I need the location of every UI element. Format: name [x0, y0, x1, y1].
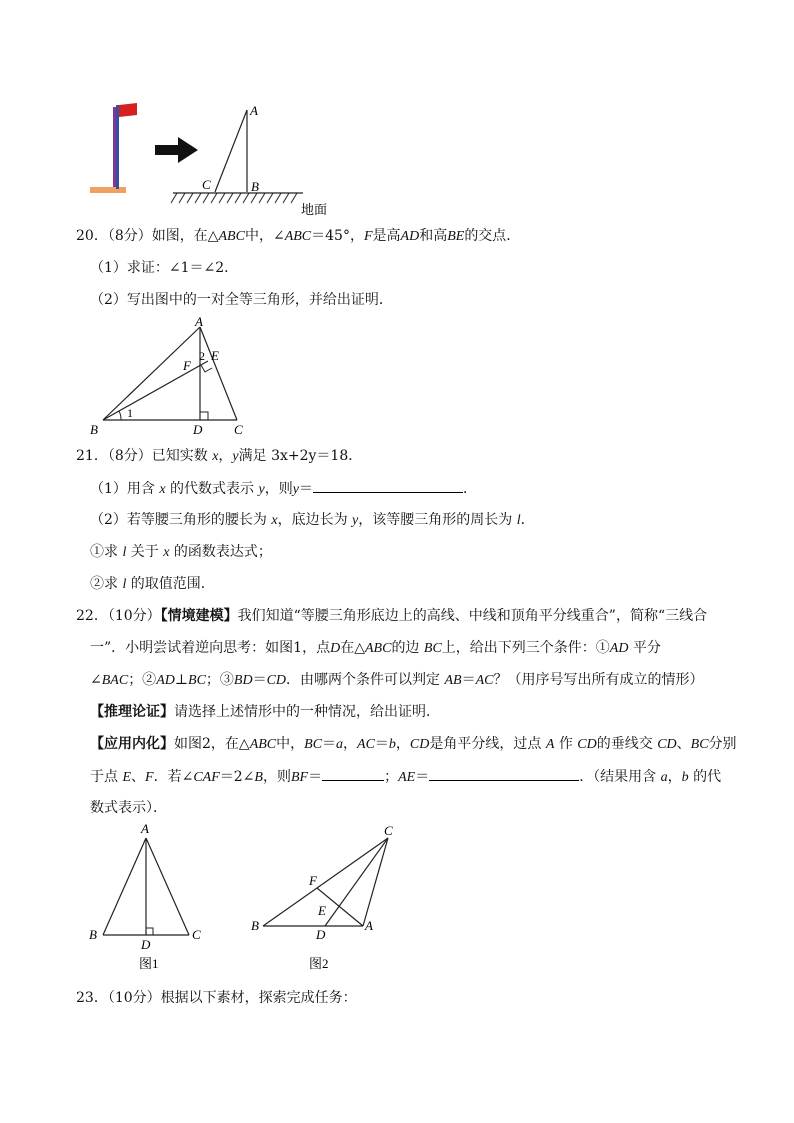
- fig1-label-C: C: [192, 927, 201, 942]
- q21-stem: 21．（8分）已知实数 x，y满足 3x+2y＝18．: [76, 448, 363, 464]
- fig2-side-AC: [363, 838, 388, 926]
- q22-heading-application: 【应用内化】: [90, 736, 174, 752]
- q22-heading-proof: 【推理论证】: [90, 704, 174, 720]
- ground-hatch: [171, 193, 297, 203]
- q22-figure1: [85, 818, 215, 978]
- flag-rope: [113, 107, 116, 187]
- q20-label-1: 1: [127, 406, 133, 420]
- q20-figure: [85, 314, 255, 440]
- flagpole-drawing: [85, 95, 345, 220]
- q20-part1: （1）求证：∠1＝∠2．: [90, 260, 239, 276]
- fig1-label-B: B: [89, 927, 97, 942]
- q20-part2: （2）写出图中的一对全等三角形，并给出证明．: [90, 292, 393, 308]
- q21-answer-blank[interactable]: [313, 478, 463, 493]
- q22-line6: 于点 E、F．若∠CAF＝2∠B，则BF＝ ；AE＝ ．（结果用含 a，b 的代: [90, 766, 721, 788]
- fig1-label-D: D: [141, 937, 151, 952]
- fig2-label-E: E: [318, 903, 326, 918]
- q21-subpart2: ②求 l 的取值范围．: [90, 576, 215, 592]
- q20-label-F: F: [183, 358, 191, 373]
- fig2-label-B: B: [251, 918, 259, 933]
- fig2-label-C: C: [384, 823, 393, 838]
- q22-line7: 数式表示）．: [90, 800, 167, 816]
- fig1-label-A: A: [141, 821, 149, 836]
- q20-right-angle-E: [201, 365, 212, 372]
- flag-pole: [116, 105, 119, 189]
- fig1-side-AC: [146, 838, 189, 935]
- q20-label-2: 2: [199, 349, 205, 363]
- q22-line5: 【应用内化】如图2，在△ABC中，BC＝a，AC＝b，CD是角平分线，过点 A 作 CD的垂线交 CD、BC分别: [90, 736, 737, 752]
- q20-side-AC: [200, 327, 237, 420]
- q22-figure2: [245, 818, 415, 978]
- arrow-right-icon: [155, 137, 198, 163]
- q21-part2: （2）若等腰三角形的腰长为 x，底边长为 y，该等腰三角形的周长为 l．: [90, 512, 535, 528]
- q22-line2: 一”．小明尝试着逆向思考：如图1，点D在△ABC的边 BC上，给出下列三个条件：①AD 平分: [90, 640, 661, 656]
- q20-label-B: B: [90, 422, 98, 437]
- q20-label-D: D: [193, 422, 203, 437]
- fig2-label-F: F: [309, 873, 317, 888]
- fig1-side-AB: [103, 838, 146, 935]
- q22-bf-answer-blank[interactable]: [322, 766, 384, 781]
- flag-base: [90, 187, 126, 193]
- q22-heading-modeling: 【情境建模】: [160, 608, 238, 624]
- flag-cloth: [119, 103, 137, 117]
- fig2-label-D: D: [316, 927, 326, 942]
- q20-right-angle-D: [200, 412, 208, 420]
- q20-number: 20．（8分）如图，在△: [76, 228, 219, 244]
- fig1-right-angle-D: [146, 928, 153, 935]
- q20-triangle-drawing: [85, 314, 255, 440]
- q21-part1: （1）用含 x 的代数式表示 y，则y＝ ．: [90, 478, 477, 500]
- fig19-label-B: B: [251, 179, 259, 194]
- fig19-label-A: A: [250, 103, 258, 118]
- flagpole-figure: [85, 95, 345, 220]
- fig2-bisector-CD: [325, 838, 388, 926]
- q20-label-C: C: [234, 422, 243, 437]
- fig1-caption: 图1: [139, 956, 159, 971]
- q23-stem: 23．（10分）根据以下素材，探索完成任务：: [76, 990, 357, 1006]
- line-AC: [215, 110, 247, 192]
- fig2-caption: 图2: [309, 956, 329, 971]
- fig19-label-C: C: [202, 177, 211, 192]
- fig19-ground-label: 地面: [301, 202, 328, 217]
- q22-line4: 【推理论证】请选择上述情形中的一种情况，给出证明．: [90, 704, 440, 720]
- q22-fig2-drawing: [245, 818, 415, 978]
- q22-number: 22．（10分）: [76, 608, 161, 624]
- q22-line3: ∠BAC；②AD⊥BC；③BD＝CD．由哪两个条件可以判定 AB＝AC？（用序号写出所有成立的情形）: [90, 672, 704, 688]
- q20-label-A: A: [195, 314, 203, 329]
- q21-subpart1: ①求 l 关于 x 的函数表达式；: [90, 544, 272, 560]
- q21-number: 21．（8分）已知实数: [76, 448, 208, 464]
- q22-fig1-drawing: [85, 818, 215, 978]
- q22-ae-answer-blank[interactable]: [429, 766, 579, 781]
- q20-stem: 20．（8分）如图，在△ABC中，∠ABC＝45°，F是高AD和高BE的交点．: [76, 228, 521, 244]
- fig2-label-A: A: [365, 918, 373, 933]
- q20-label-E: E: [211, 348, 219, 363]
- q22-line1: 22．（10分）【情境建模】我们知道“等腰三角形底边上的高线、中线和顶角平分线重合”，简称“三线合: [76, 608, 708, 624]
- q20-angle1-arc: [119, 411, 121, 420]
